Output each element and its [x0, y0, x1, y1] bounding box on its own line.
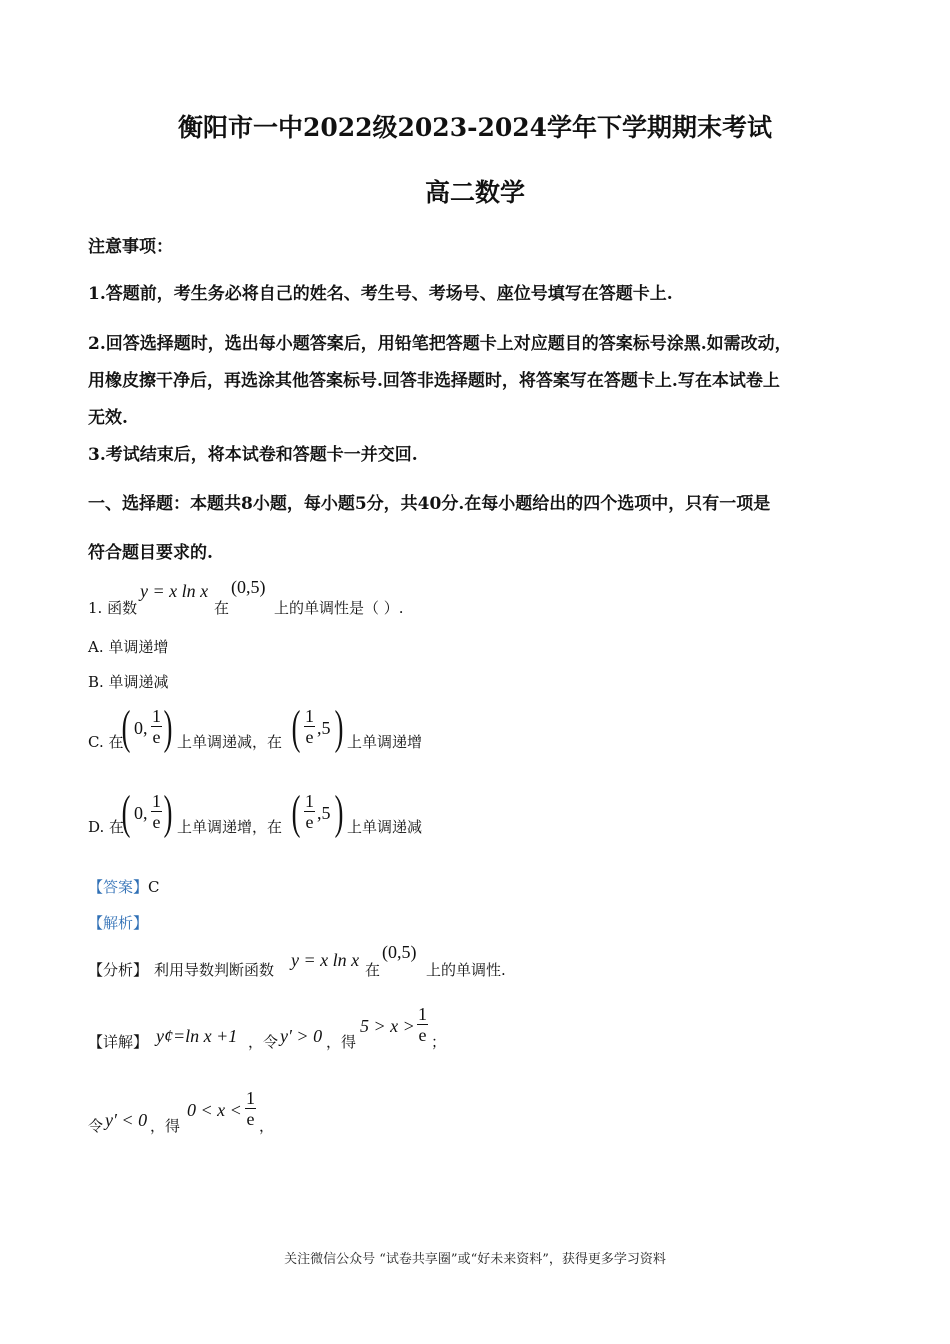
- q1-interval: (0,5): [231, 577, 266, 597]
- fraction-numerator: 1: [305, 706, 314, 726]
- notice-item-1: 1.答题前，考生务必将自己的姓名、考生号、考场号、座位号填写在答题卡上.: [88, 284, 673, 304]
- fraction-denominator: e: [305, 812, 314, 832]
- fraction-denominator: e: [246, 1109, 255, 1129]
- right-paren: ): [163, 701, 173, 754]
- right-paren: ): [334, 701, 344, 754]
- option-c-label: C. 在: [88, 733, 124, 751]
- section-heading-line-2: 符合题目要求的.: [88, 543, 213, 563]
- fraction-denominator: e: [152, 812, 161, 832]
- q1-option-a: A. 单调递增: [88, 638, 169, 656]
- q1-function: y = x ln x: [140, 581, 209, 601]
- inequality-2: 0 < x <: [187, 1100, 242, 1120]
- detail-end-2: ，: [259, 1117, 275, 1135]
- fenxi-text: 利用导数判断函数: [154, 961, 275, 979]
- ling-text: ，令: [248, 1033, 279, 1051]
- fraction-numerator: 1: [305, 791, 314, 811]
- fraction-denominator: e: [152, 727, 161, 747]
- option-c-fraction: [151, 706, 162, 747]
- detail-end-1: ；: [431, 1033, 447, 1051]
- right-paren: ): [163, 786, 173, 839]
- inequality-2-fraction: [245, 1088, 256, 1129]
- fenxi-interval: (0,5): [382, 942, 417, 962]
- section-heading-line-1: 一、选择题：本题共8小题，每小题5分，共40分.在每小题给出的四个选项中，只有一项是: [88, 494, 771, 514]
- notice-item-2-line-2: 用橡皮擦干净后，再选涂其他答案标号.回答非选择题时，将答案写在答题卡上.写在本试卷上: [88, 371, 780, 391]
- detail-tag: 【详解】: [88, 1033, 149, 1051]
- fraction-denominator: e: [418, 1025, 427, 1045]
- option-d-fraction: [151, 791, 162, 832]
- condition-positive: y′ > 0: [280, 1026, 323, 1046]
- option-c-zero: 0,: [134, 718, 148, 738]
- ling2-text: 令: [88, 1117, 104, 1135]
- answer-line: [88, 876, 160, 897]
- option-d-fraction-2: [304, 791, 315, 832]
- exam-subject: 高二数学: [424, 178, 525, 207]
- condition-negative: y′ < 0: [105, 1110, 148, 1130]
- derivative-expression: y¢=ln x +1: [156, 1026, 238, 1046]
- notice-heading: 注意事项：: [88, 237, 173, 257]
- de-text: ，得: [326, 1033, 357, 1051]
- option-c-five: ,5: [317, 718, 331, 738]
- option-c-end: 上单调递增: [347, 733, 423, 751]
- option-c-mid: 上单调递减，在: [177, 733, 283, 751]
- answer-tag: 【答案】: [88, 878, 149, 896]
- left-paren: (: [121, 701, 131, 754]
- option-d-five: ,5: [317, 803, 331, 823]
- notice-item-3: 3.考试结束后，将本试卷和答题卡一并交回.: [88, 445, 418, 465]
- option-d-end: 上单调递减: [347, 818, 423, 836]
- fenxi-function: y = x ln x: [291, 950, 360, 970]
- notice-item-2-line-3: 无效.: [88, 408, 128, 428]
- q1-option-b: B. 单调递减: [88, 673, 169, 691]
- left-paren: (: [121, 786, 131, 839]
- q1-prefix: 1. 函数: [88, 599, 138, 617]
- fraction-numerator: 1: [246, 1088, 255, 1108]
- analysis-tag: 【解析】: [88, 914, 149, 932]
- fenxi-mid: 在: [365, 961, 381, 979]
- footer-note: 关注微信公众号 “试卷共享圈”或“好未来资料”，获得更多学习资料: [284, 1252, 666, 1267]
- left-paren: (: [291, 786, 301, 839]
- fraction-numerator: 1: [418, 1004, 427, 1024]
- q1-suffix: 上的单调性是（ ）.: [274, 599, 404, 617]
- fraction-numerator: 1: [152, 706, 161, 726]
- fraction-numerator: 1: [152, 791, 161, 811]
- right-paren: ): [334, 786, 344, 839]
- notice-item-2-line-1: 2.回答选择题时，选出每小题答案后，用铅笔把答题卡上对应题目的答案标号涂黑.如需改动，: [88, 334, 792, 354]
- fraction-denominator: e: [305, 727, 314, 747]
- inequality-1: 5 > x >: [360, 1016, 415, 1036]
- inequality-1-fraction: [417, 1004, 428, 1045]
- left-paren: (: [291, 701, 301, 754]
- de2-text: ，得: [150, 1117, 181, 1135]
- option-c-fraction-2: [304, 706, 315, 747]
- exam-title: 衡阳市一中2022级2023-2024学年下学期期末考试: [177, 113, 773, 142]
- fenxi-end: 上的单调性.: [426, 961, 506, 979]
- option-d-zero: 0,: [134, 803, 148, 823]
- option-d-label: D. 在: [88, 818, 125, 836]
- answer-value: C: [148, 878, 160, 896]
- option-d-mid: 上单调递增，在: [177, 818, 283, 836]
- fenxi-tag: 【分析】: [88, 961, 149, 979]
- q1-mid: 在: [214, 599, 230, 617]
